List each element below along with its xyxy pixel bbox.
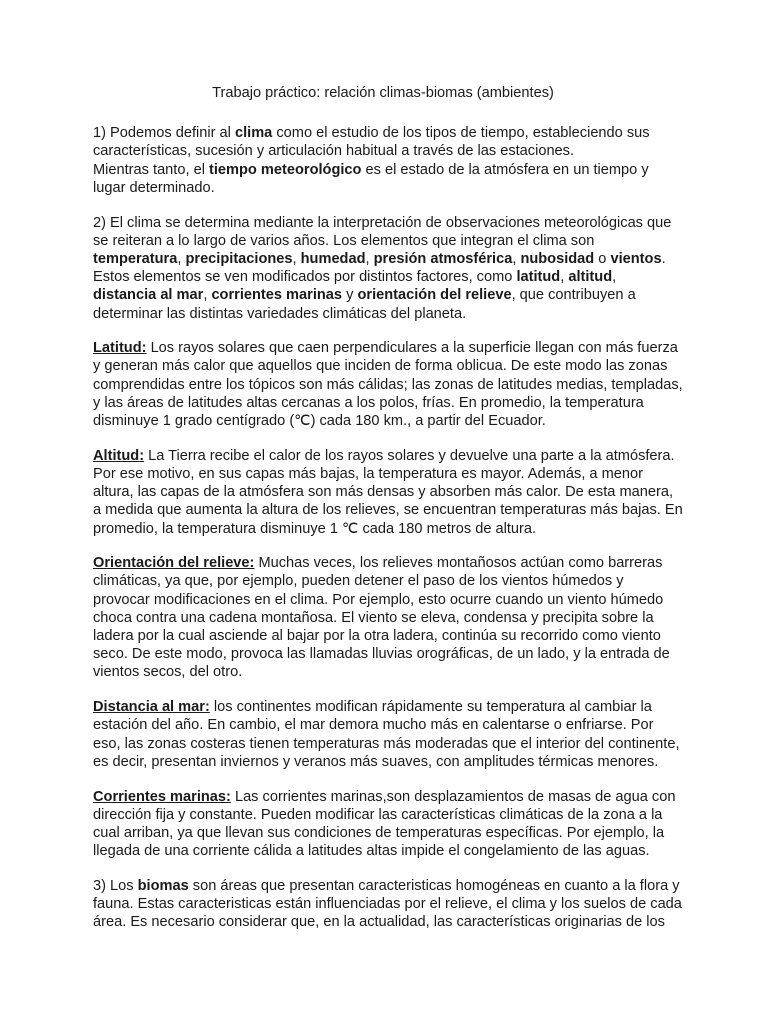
paragraph-1-text-d: Mientras tanto, el: [93, 161, 205, 178]
paragraph-3-text-a: 3) Los: [93, 877, 134, 894]
term-altitud: altitud: [568, 269, 613, 286]
term-tiempo-meteorologico: tiempo meteorológico: [209, 161, 362, 178]
section-distancia-label: Distancia al mar:: [93, 699, 210, 716]
term-clima: clima: [234, 125, 273, 142]
section-latitud-label: Latitud:: [93, 340, 147, 357]
term-biomas: biomas: [137, 877, 189, 894]
paragraph-2: [93, 214, 683, 323]
paragraph-2-conj-o: o: [598, 250, 607, 267]
paragraph-1-text-c: como el estudio de los tipos de tiempo, estableciendo sus características, sucesión y articulación habitual a través de las estaciones.: [93, 125, 650, 160]
paragraph-2-text: 2) El clima se determina mediante la interpretación de observaciones meteorológicas que se reiteran a lo largo de varios años. Los elementos que integran el clima son temperatura, precipitaciones, humedad, presión atmosférica, nubosidad o vientos. Estos elementos se ven modificados por distintos factores, como latitud, altitud, distancia al mar, corrientes marinas y orientación del relieve, que contribuyen a determinar las distintas variedades climáticas del planeta.: [93, 214, 672, 322]
paragraph-2-text-c: . Estos elementos se ven modificados por distintos factores, como: [93, 250, 666, 286]
term-vientos: vientos: [610, 250, 662, 267]
section-corrientes-label: Corrientes marinas:: [93, 788, 231, 805]
paragraph-2-conj-y: y: [346, 287, 354, 304]
section-altitud: [93, 447, 683, 538]
paragraph-1-definition: [93, 124, 683, 160]
paragraph-1-tiempo: [93, 161, 683, 197]
term-precipitaciones: precipitaciones: [185, 250, 293, 267]
term-orientacion-del-relieve: orientación del relieve: [357, 287, 512, 304]
paragraph-3-text-c: son áreas que presentan caracteristicas homogéneas en cuanto a la flora y fauna. Estas caracteristicas están influenciadas por el relieve, el clima y los suelos de cada área. Es necesario considerar que, en la actualidad, las características originarias de los: [93, 877, 682, 931]
paragraph-1-number: 1): [93, 125, 106, 142]
section-orientacion-label: Orientación del relieve:: [93, 555, 255, 572]
section-corrientes-body: Las corrientes marinas,son desplazamientos de masas de agua con dirección fija y constante. Pueden modificar las características climáticas de la zona a la cual arriban, ya que llevan sus condiciones de temperaturas específicas. Por ejemplo, la llegada de una corriente cálida a latitudes altas impide el congelamiento de las aguas.: [93, 788, 676, 860]
section-latitud: [93, 339, 683, 430]
paragraph-3-text: [93, 877, 683, 932]
section-altitud-body: La Tierra recibe el calor de los rayos solares y devuelve una parte a la atmósfera. Por ese motivo, en sus capas más bajas, la temperatura es mayor. Además, a menor altura, las capas de la atmósfera son más densas y absorben más calor. De esta manera, a medida que aumenta la altura de los relieves, se encuentran temperaturas más bajas. En promedio, la temperatura disminuye 1 ℃ cada 180 metros de altura.: [93, 447, 683, 537]
section-altitud-label: Altitud:: [93, 447, 145, 464]
section-distancia-text: [93, 698, 683, 771]
section-orientacion-body: Muchas veces, los relieves montañosos actúan como barreras climáticas, ya que, por ejemplo, pueden detener el paso de los vientos húmedos y provocar modificaciones en el clima. Por ejemplo, esto ocurre cuando un viento húmedo choca contra una cadena montañosa. El viento se eleva, condensa y precipita sobre la ladera por la cual asciende al bajar por la otra ladera, continúa su recorrido como viento seco. De este modo, provoca las llamadas lluvias orográficas, de un lado, y la entrada de vientos secos, del otro.: [93, 555, 670, 681]
paragraph-2-text-a: 2) El clima se determina mediante la interpretación de observaciones meteorológicas que se reiteran a lo largo de varios años. Los elementos que integran el clima son: [93, 214, 672, 249]
section-orientacion-text: [93, 554, 683, 681]
paragraph-2-text-d: , que contribuyen a determinar las distintas variedades climáticas del planeta.: [93, 287, 636, 322]
term-temperatura: temperatura: [93, 250, 178, 267]
term-corrientes-marinas: corrientes marinas: [211, 287, 343, 304]
term-presion-atmosferica: presión atmosférica: [373, 250, 513, 267]
section-orientacion: [93, 554, 683, 681]
section-altitud-text: [93, 447, 683, 538]
paragraph-3: [93, 877, 683, 932]
section-corrientes-text: [93, 788, 683, 861]
term-latitud: latitud: [516, 269, 561, 286]
document-body: [93, 84, 683, 948]
paragraph-1: [93, 124, 683, 197]
section-latitud-text: [93, 339, 683, 430]
section-distancia-body: los continentes modifican rápidamente su temperatura al cambiar la estación del año. En cambio, el mar demora mucho más en calentarse o enfriarse. Por eso, las zonas costeras tienen temperaturas más moderadas que el interior del continente, es decir, presentan inviernos y veranos más suaves, con amplitudes térmicas menores.: [93, 699, 680, 770]
term-nubosidad: nubosidad: [520, 250, 595, 267]
page-title: Trabajo práctico: relación climas-biomas (ambientes): [212, 85, 554, 101]
section-latitud-body: Los rayos solares que caen perpendiculares a la superficie llegan con más fuerza y generan más calor que aquellos que inciden de forma oblicua. De este modo las zonas comprendidas entre los tópicos son más cálidas; las zonas de latitudes medias, templadas, y las áreas de latitudes altas cercanas a los polos, frías. En promedio, la temperatura disminuye 1 grado centígrado (℃) cada 180 km., a partir del Ecuador.: [93, 340, 683, 430]
paragraph-1-text-a: Podemos definir al: [110, 125, 231, 142]
paragraph-1-text-e: es el estado de la atmósfera en un tiempo y lugar determinado.: [93, 161, 649, 196]
term-humedad: humedad: [300, 250, 366, 267]
section-distancia: [93, 698, 683, 771]
term-distancia-al-mar: distancia al mar: [93, 287, 204, 304]
section-corrientes: [93, 788, 683, 861]
